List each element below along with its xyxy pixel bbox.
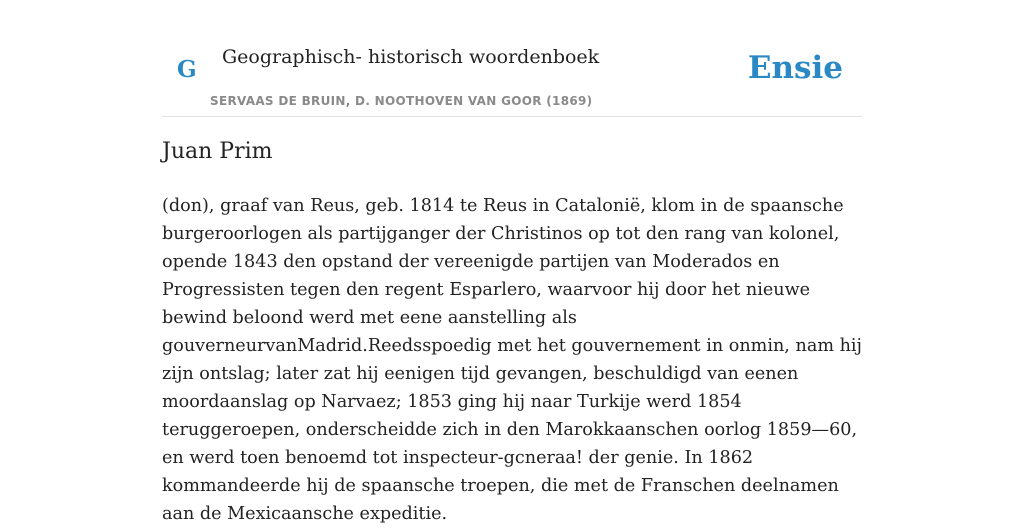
book-header bbox=[162, 38, 862, 117]
article-title: Juan Prim bbox=[162, 139, 273, 164]
article-body: (don), graaf van Reus, geb. 1814 te Reus in Catalonië, klom in de spaansche burgeroorlogen als partijganger der Christinos op tot den rang van kolonel, opende 1843 den opstand der vereenigde partijen van Moderados en Progressisten tegen den regent Esparlero, waarvoor hij door het nieuwe bewind beloond werd met eene aanstelling als gouverneurvanMadrid.Reedsspoedig met het gouvernement in onmin, nam hij zijn ontslag; later zat hij eenigen tijd gevangen, beschuldigd van eenen moordaanslag op Narvaez; 1853 ging hij naar Turkije werd 1854 teruggeroepen, onderscheidde zich in den Marokkaanschen oorlog 1859—60, en werd toen benoemd tot inspecteur-gcneraa! der genie. In 1862 kommandeerde hij de spaansche troepen, die met de Franschen deelnamen aan de Mexicaansche expeditie. bbox=[162, 196, 863, 524]
book-logo-letter[interactable]: G bbox=[177, 56, 197, 83]
book-title[interactable]: Geographisch- historisch woordenboek bbox=[222, 46, 600, 68]
ensie-logo[interactable]: Ensie bbox=[747, 50, 843, 86]
book-author: SERVAAS DE BRUIN, D. NOOTHOVEN VAN GOOR (1869) bbox=[210, 94, 593, 108]
